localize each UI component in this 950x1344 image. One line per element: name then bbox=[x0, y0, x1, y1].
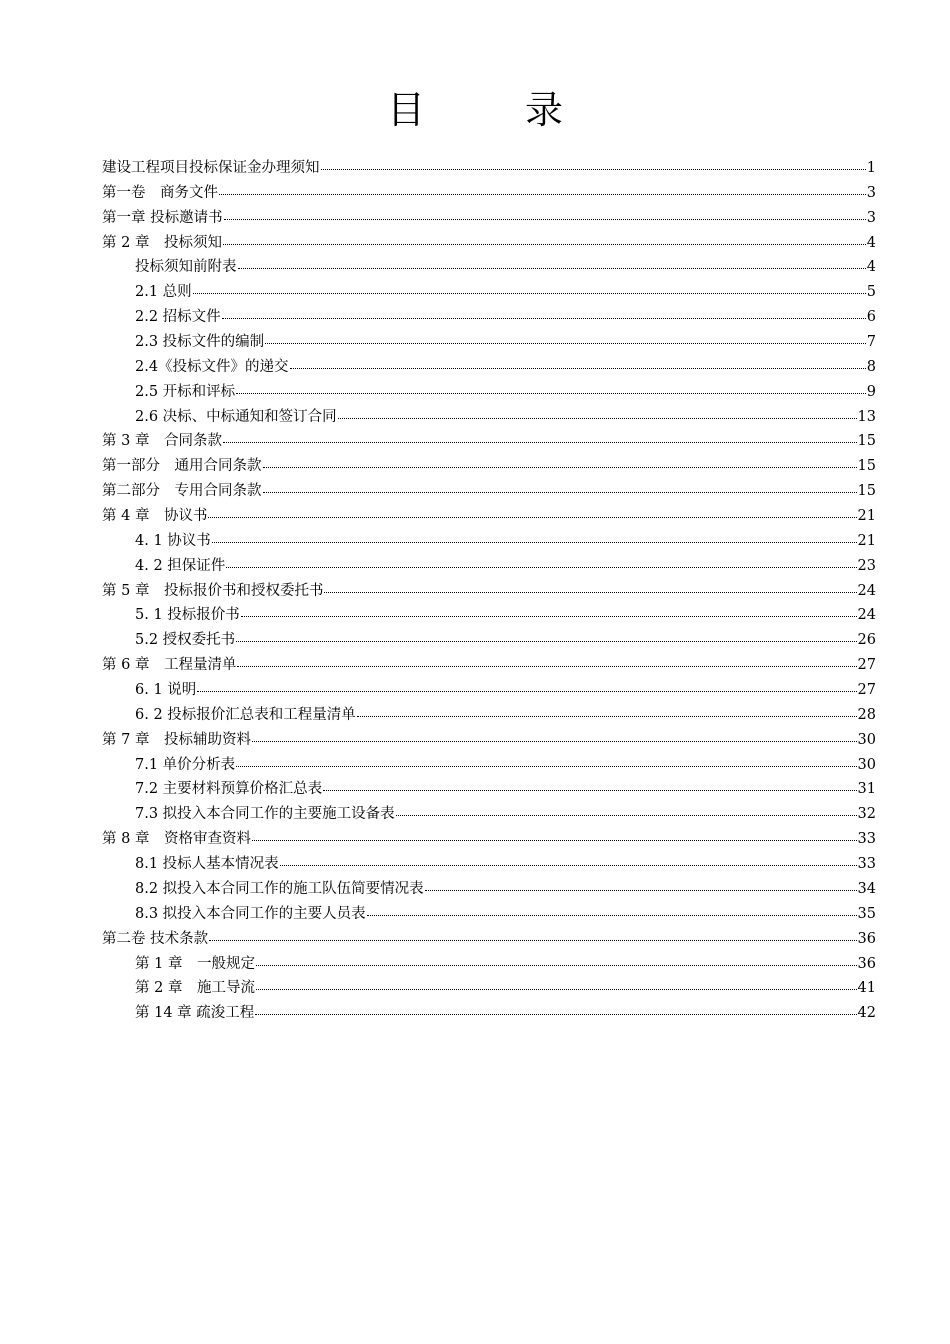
toc-entry-page-number: 34 bbox=[857, 880, 876, 897]
toc-entry[interactable] bbox=[102, 902, 876, 927]
toc-entry[interactable] bbox=[102, 579, 876, 604]
toc-entry-page-number: 1 bbox=[866, 160, 876, 176]
toc-entry-label: 4. 2 担保证件 bbox=[135, 557, 226, 574]
page-title bbox=[0, 80, 950, 140]
dot-leader bbox=[252, 839, 857, 841]
toc-entry[interactable] bbox=[102, 653, 876, 678]
toc-entry-label: 第 6 章 工程量清单 bbox=[102, 657, 237, 674]
toc-entry-page-number: 23 bbox=[857, 557, 876, 574]
dot-leader bbox=[236, 392, 866, 394]
toc-entry-label: 6. 1 说明 bbox=[135, 682, 197, 699]
toc-entry-label: 2.6 决标、中标通知和签订合同 bbox=[135, 408, 337, 425]
dot-leader bbox=[256, 988, 857, 990]
dot-leader bbox=[265, 342, 866, 344]
toc-entry-page-number: 30 bbox=[857, 756, 876, 773]
toc-entry-page-number: 31 bbox=[857, 781, 876, 798]
toc-entry[interactable] bbox=[102, 355, 876, 380]
dot-leader bbox=[290, 367, 866, 369]
toc-entry-page-number: 15 bbox=[857, 458, 876, 475]
dot-leader bbox=[241, 615, 857, 617]
toc-entry-label: 2.2 招标文件 bbox=[135, 309, 221, 326]
toc-entry[interactable] bbox=[102, 678, 876, 703]
dot-leader bbox=[255, 1013, 856, 1015]
toc-entry[interactable] bbox=[102, 454, 876, 479]
toc-entry-page-number: 15 bbox=[857, 483, 876, 500]
dot-leader bbox=[212, 541, 857, 543]
toc-entry[interactable] bbox=[102, 429, 876, 454]
title-char-1: 目 bbox=[386, 88, 425, 132]
toc-entry-page-number: 28 bbox=[857, 706, 876, 723]
toc-entry-label: 2.5 开标和评标 bbox=[135, 383, 236, 400]
toc-entry[interactable] bbox=[102, 504, 876, 529]
dot-leader bbox=[263, 466, 857, 468]
toc-entry-label: 第一章 投标邀请书 bbox=[102, 209, 223, 226]
dot-leader bbox=[321, 168, 866, 170]
toc-entry-label: 第 1 章 一般规定 bbox=[135, 955, 255, 972]
toc-entry[interactable] bbox=[102, 628, 876, 653]
toc-entry-page-number: 36 bbox=[857, 930, 876, 947]
toc-entry-page-number: 24 bbox=[857, 582, 876, 599]
toc-entry-label: 第二卷 技术条款 bbox=[102, 930, 209, 947]
toc-entry-page-number: 42 bbox=[857, 1005, 876, 1022]
toc-entry-label: 2.1 总则 bbox=[135, 284, 192, 301]
dot-leader bbox=[222, 317, 866, 319]
toc-entry[interactable] bbox=[102, 305, 876, 330]
toc-entry-page-number: 3 bbox=[866, 209, 876, 226]
dot-leader bbox=[226, 566, 856, 568]
toc-entry-page-number: 21 bbox=[857, 532, 876, 549]
toc-entry[interactable] bbox=[102, 877, 876, 902]
toc-entry[interactable] bbox=[102, 206, 876, 231]
dot-leader bbox=[280, 864, 857, 866]
toc-entry-label: 第 2 章 投标须知 bbox=[102, 234, 222, 251]
toc-entry-label: 8.2 拟投入本合同工作的施工队伍简要情况表 bbox=[135, 880, 424, 897]
toc-entry-page-number: 41 bbox=[857, 980, 876, 997]
dot-leader bbox=[208, 516, 856, 518]
toc-entry-page-number: 7 bbox=[866, 334, 876, 351]
toc-entry-page-number: 27 bbox=[857, 657, 876, 674]
toc-entry-label: 第一卷 商务文件 bbox=[102, 184, 218, 201]
toc-entry[interactable] bbox=[102, 1001, 876, 1026]
title-char-2: 录 bbox=[525, 88, 564, 132]
toc-entry[interactable] bbox=[102, 181, 876, 206]
dot-leader bbox=[237, 665, 856, 667]
dot-leader bbox=[367, 914, 857, 916]
toc-entry[interactable] bbox=[102, 927, 876, 952]
toc-entry[interactable] bbox=[102, 380, 876, 405]
toc-entry[interactable] bbox=[102, 280, 876, 305]
dot-leader bbox=[338, 417, 857, 419]
toc-entry-label: 8.3 拟投入本合同工作的主要人员表 bbox=[135, 905, 366, 922]
toc-entry-page-number: 24 bbox=[857, 607, 876, 624]
toc-entry-page-number: 8 bbox=[866, 358, 876, 375]
toc-entry-page-number: 21 bbox=[857, 508, 876, 525]
toc-entry-page-number: 30 bbox=[857, 731, 876, 748]
toc-entry[interactable] bbox=[102, 529, 876, 554]
toc-entry-label: 5. 1 投标报价书 bbox=[135, 607, 240, 624]
toc-entry-label: 投标须知前附表 bbox=[135, 259, 237, 276]
table-of-contents bbox=[102, 156, 876, 1026]
dot-leader bbox=[396, 814, 857, 816]
toc-entry[interactable] bbox=[102, 777, 876, 802]
toc-entry-label: 4. 1 协议书 bbox=[135, 532, 211, 549]
toc-entry[interactable] bbox=[102, 156, 876, 181]
toc-entry[interactable] bbox=[102, 703, 876, 728]
dot-leader bbox=[252, 740, 857, 742]
toc-entry-page-number: 5 bbox=[866, 284, 876, 301]
toc-entry[interactable] bbox=[102, 231, 876, 256]
toc-entry[interactable] bbox=[102, 852, 876, 877]
dot-leader bbox=[209, 939, 856, 941]
toc-entry-page-number: 33 bbox=[857, 831, 876, 848]
toc-entry-label: 建设工程项目投标保证金办理须知 bbox=[102, 160, 320, 176]
toc-entry-page-number: 4 bbox=[866, 259, 876, 276]
toc-entry[interactable] bbox=[102, 479, 876, 504]
toc-entry-page-number: 32 bbox=[857, 806, 876, 823]
toc-entry[interactable] bbox=[102, 330, 876, 355]
dot-leader bbox=[193, 292, 866, 294]
dot-leader bbox=[324, 591, 856, 593]
toc-entry-page-number: 15 bbox=[857, 433, 876, 450]
dot-leader bbox=[323, 789, 856, 791]
toc-entry-page-number: 26 bbox=[857, 632, 876, 649]
toc-entry-label: 2.3 投标文件的编制 bbox=[135, 334, 265, 351]
toc-entry-page-number: 3 bbox=[866, 184, 876, 201]
toc-entry-page-number: 6 bbox=[866, 309, 876, 326]
toc-entry[interactable] bbox=[102, 753, 876, 778]
toc-entry-page-number: 33 bbox=[857, 856, 876, 873]
toc-entry-page-number: 4 bbox=[866, 234, 876, 251]
dot-leader bbox=[219, 193, 866, 195]
toc-entry-label: 第 3 章 合同条款 bbox=[102, 433, 222, 450]
toc-entry-label: 8.1 投标人基本情况表 bbox=[135, 856, 279, 873]
toc-entry-label: 第 8 章 资格审查资料 bbox=[102, 831, 251, 848]
toc-entry-page-number: 27 bbox=[857, 682, 876, 699]
dot-leader bbox=[256, 964, 857, 966]
toc-entry[interactable] bbox=[102, 255, 876, 280]
toc-entry[interactable] bbox=[102, 554, 876, 579]
dot-leader bbox=[238, 267, 866, 269]
toc-entry-page-number: 9 bbox=[866, 383, 876, 400]
dot-leader bbox=[224, 218, 866, 220]
dot-leader bbox=[197, 690, 856, 692]
toc-entry[interactable] bbox=[102, 802, 876, 827]
toc-entry-page-number: 13 bbox=[857, 408, 876, 425]
toc-entry[interactable] bbox=[102, 405, 876, 430]
dot-leader bbox=[223, 441, 857, 443]
toc-entry-label: 第 5 章 投标报价书和授权委托书 bbox=[102, 582, 324, 599]
dot-leader bbox=[425, 889, 857, 891]
toc-entry-label: 6. 2 投标报价汇总表和工程量清单 bbox=[135, 706, 356, 723]
toc-entry[interactable] bbox=[102, 952, 876, 977]
toc-entry-page-number: 36 bbox=[857, 955, 876, 972]
toc-entry-label: 2.4《投标文件》的递交 bbox=[135, 358, 289, 375]
toc-entry-label: 7.2 主要材料预算价格汇总表 bbox=[135, 781, 323, 798]
toc-entry-label: 第 2 章 施工导流 bbox=[135, 980, 255, 997]
toc-entry-page-number: 35 bbox=[857, 905, 876, 922]
toc-entry[interactable] bbox=[102, 603, 876, 628]
toc-entry-label: 5.2 授权委托书 bbox=[135, 632, 236, 649]
toc-entry-label: 第 14 章 疏浚工程 bbox=[135, 1005, 255, 1022]
toc-entry-label: 7.3 拟投入本合同工作的主要施工设备表 bbox=[135, 806, 395, 823]
toc-entry[interactable] bbox=[102, 827, 876, 852]
toc-entry[interactable] bbox=[102, 728, 876, 753]
toc-entry-label: 第二部分 专用合同条款 bbox=[102, 483, 262, 500]
dot-leader bbox=[263, 491, 857, 493]
toc-entry[interactable] bbox=[102, 976, 876, 1001]
toc-entry-label: 7.1 单价分析表 bbox=[135, 756, 236, 773]
dot-leader bbox=[357, 715, 857, 717]
dot-leader bbox=[236, 765, 856, 767]
dot-leader bbox=[223, 243, 866, 245]
toc-entry-label: 第 7 章 投标辅助资料 bbox=[102, 731, 251, 748]
dot-leader bbox=[236, 640, 856, 642]
toc-entry-label: 第 4 章 协议书 bbox=[102, 508, 208, 525]
toc-entry-label: 第一部分 通用合同条款 bbox=[102, 458, 262, 475]
